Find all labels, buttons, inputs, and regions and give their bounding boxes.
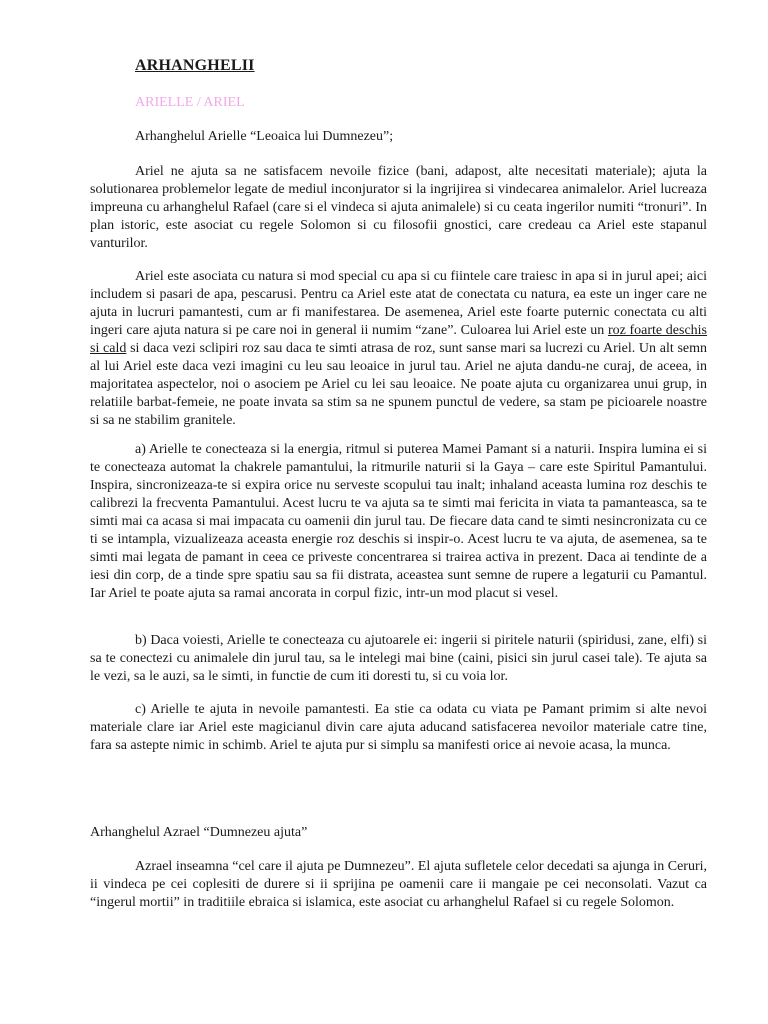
paragraph-text: a) Arielle te conecteaza si la energia, ritmul si puterea Mamei Pamant si a naturii. Inspira lumina ei si te conecteaza automat la chakrele pamantului, la ritmurile naturii si la Gaya – care este Spiritul Pamantului. Inspira, sincronizeaza-te si expira orice nu serveste scopului tau inalt; inhaland aceasta lumina roz deschis te calibrezi la frecventa Pamantului. Acest lucru te va ajuta sa te simti mai fericita in viata ta pamanteasca, sa te simti mai ca acasa si mai impacata cu oamenii din jurul tau. De fiecare data cand te simti nesincronizata cu ce ti se intampla, vizualizeaza aceasta energie roz deschis si inspir-o. Acest lucru te va ajuta, de asemenea, sa te simti mai legata de pamant in ceea ce priveste concentrarea si trairea activa in prezent. Daca ai tendinte de a iesi din corp, de a tinde spre spatiu sau sa fii distrata, aceastea sunt semne de rupere a legaturii cu Pamantul. Iar Ariel te poate ajuta sa ramai ancorata in corpul fizic, intr-un mod placut si vesel. bbox=[90, 442, 707, 601]
paragraph-text-part: si daca vezi sclipiri roz sau daca te simti atrasa de roz, sunt sanse mari sa lucrezi cu Ariel. Un alt semn al lui Ariel este daca vezi imagini cu leu sau leoaice in jurul tau. Ariel ne ajuta dandu-ne curaj, de aceea, in majoritatea aspectelor, noi o asociem pe Ariel cu lei sau leoaice. Ne poate ajuta cu organizarea unui grup, in relatiile barbat-femeie, ne poate invata sa stim sa ne spunem punctul de vedere, sa stam pe picioarele noastre si sa ne stabilim granitele. bbox=[90, 341, 707, 428]
paragraph-ariel-nature bbox=[90, 268, 707, 430]
paragraph-text: Ariel ne ajuta sa ne satisfacem nevoile fizice (bani, adapost, alte necesitati materiale); ajuta la solutionarea problemelor legate de mediul inconjurator si la ingrijirea si vindecarea animalelor. Ariel lucreaza impreuna cu arhanghelul Rafael (care si el vindeca si ajuta animalele) si cu ceata ingerilor numiti “tronuri”. In plan istoric, este asociat cu regele Solomon si cu filosofii gnostici, care credeau ca Ariel este stapanul vanturilor. bbox=[90, 164, 707, 251]
paragraph-point-b bbox=[90, 632, 707, 686]
paragraph-azrael bbox=[90, 858, 707, 912]
page-title: ARHANGHELII bbox=[135, 57, 255, 74]
paragraph-text: b) Daca voiesti, Arielle te conecteaza cu ajutoarele ei: ingerii si piritele naturii (spiridusi, zane, elfi) si sa te conectezi cu animalele din jurul tau, sa le intelegi mai bine (caini, pisici sin jurul casei tale). Te ajuta sa le vezi, sa le auzi, sa le simti, in functie de cum iti doresti tu, si cu voia lor. bbox=[90, 633, 707, 684]
paragraph-point-a bbox=[90, 441, 707, 603]
paragraph-text: Azrael inseamna “cel care il ajuta pe Dumnezeu”. El ajuta sufletele celor decedati sa ajunga in Ceruri, ii vindeca pe cei coplesiti de durere si ii sprijina pe oamenii care ii mangaie pe cei neconsolati. Vazut ca “ingerul mortii” in traditiile ebraica si islamica, este asociat cu arhanghelul Rafael si cu regele Solomon. bbox=[90, 859, 707, 910]
underlined-phrase: roz foarte deschis si cald bbox=[90, 323, 708, 356]
section-subtitle-ariel: ARIELLE / ARIEL bbox=[135, 95, 245, 110]
ariel-intro-line: Arhanghelul Arielle “Leoaica lui Dumnezeu”; bbox=[135, 129, 394, 144]
azrael-title: Arhanghelul Azrael “Dumnezeu ajuta” bbox=[90, 825, 308, 840]
paragraph-text-part: Ariel este asociata cu natura si mod special cu apa si cu fiintele care traiesc in apa si in jurul apei; aici includem si pasari de apa, pescarusi. Pentru ca Ariel este atat de conectata cu natura, ea este un inger care ne ajuta in lucruri pamantesti, cum ar fi manifestarea. De asemenea, Ariel este foarte puternic conectata cu alti ingeri care ajuta natura si pe care noi in general ii numim “zane”. Culoarea lui Ariel este un bbox=[90, 269, 707, 338]
paragraph-text: c) Arielle te ajuta in nevoile pamantesti. Ea stie ca odata cu viata pe Pamant primim si alte nevoi materiale clare iar Ariel este magicianul divin care ajuta aducand satisfacerea nevoilor materiale catre tine, fara sa astepte nimic in schimb. Ariel te ajuta pur si simplu sa manifesti orice ai nevoie acasa, la munca. bbox=[90, 702, 707, 753]
paragraph-text bbox=[90, 268, 707, 430]
paragraph-point-c bbox=[90, 701, 707, 755]
paragraph-ariel-needs bbox=[90, 163, 707, 253]
